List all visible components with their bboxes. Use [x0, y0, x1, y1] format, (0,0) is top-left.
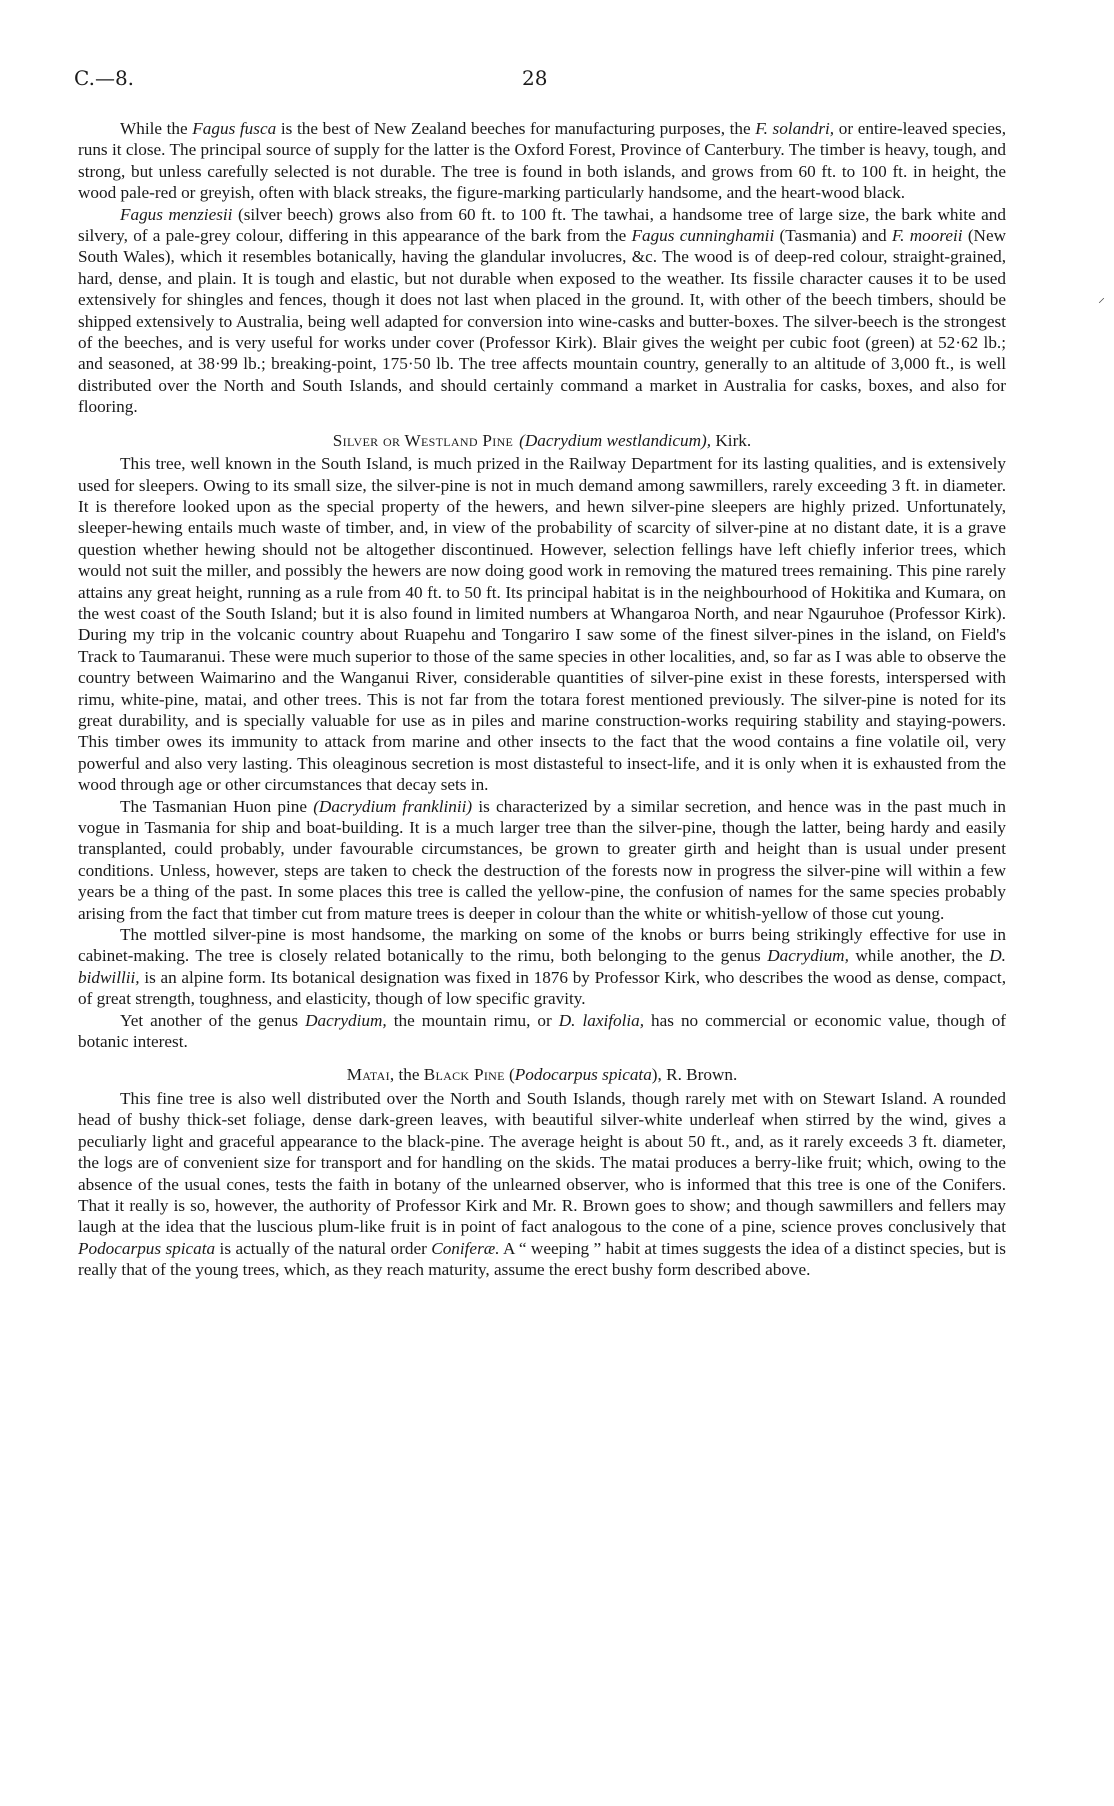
heading-text: (	[504, 1065, 515, 1085]
text-run: While the	[120, 119, 193, 138]
paragraph-fagus-menziesii	[78, 204, 1006, 418]
text-run: (New South Wales), which it resembles botanically, having the glandular involucres, &c. The wood is of deep-red colour, straight-grained, hard, dense, and plain. It is tough and elastic, but not durable when exposed to the weather. Its fissile character causes it to be used extensively for shingles and fences, though it does not last when placed in the ground. It, with other of the beech timbers, should be shipped extensively to Australia, being well adapted for conversion into wine-casks and butter-boxes. The silver-beech is the strongest of the beeches, and is very useful for works under cover (Professor Kirk). Blair gives the weight per cubic foot (green) at 52·62 lb.; and seasoned, at 38·99 lb.; breaking-point, 175·50 lb. The tree affects mountain country, generally to an altitude of 3,000 ft., is well distributed over the North and South Islands, and should certainly command a market in Australia for casks, boxes, and also for flooring.	[78, 226, 1006, 417]
italic-run: F. solandri,	[755, 119, 835, 138]
page-number: 28	[522, 66, 548, 90]
text-run: is the best of New Zealand beeches for manufacturing purposes, the	[276, 119, 756, 138]
italic-run: Dacrydium,	[767, 946, 849, 966]
italic-run: Podocarpus spicata	[78, 1238, 216, 1258]
section-heading-matai	[78, 1064, 1006, 1085]
text-run: A “ weeping ” habit at times suggests the idea of a distinct species, but is really that of the young trees, which, as they reach maturity, assume the erect bushy form described above.	[78, 1238, 1006, 1280]
heading-italic: Podocarpus spicata	[514, 1065, 652, 1085]
text-run: is characterized by a similar secretion, and hence was in the past much in vogue in Tasmania for ship and boat-building. It is a much larger tree than the silver-pine, though the latter, being hardy and easily transplanted, could probably, under favourable circumstances, be grown to greater girth and height than is usual under present conditions. Unless, however, steps are taken to check the destruction of the forests now in progress the silver-pine will within a few years be a thing of the past. In some places this tree is called the yellow-pine, the confusion of names for the same species probably arising from the fact that timber cut from mature trees is deeper in colour than the white or whitish-yellow of those cut young.	[78, 796, 1007, 923]
italic-run: F. mooreii	[891, 226, 963, 246]
text-run: the mountain rimu, or	[386, 1010, 559, 1030]
italic-run: Fagus menziesii	[120, 204, 233, 224]
text-run: Yet another of the genus	[120, 1010, 306, 1030]
text-run: The Tasmanian Huon pine	[120, 796, 314, 816]
text-run: or entire-leaved species, runs it close. The principal source of supply for the latter is the Oxford Forest, Province of Canterbury. The timber is heavy, tough, and strong, but unless carefully selected is not durable. The tree is found in both islands, and grows from 60 ft. to 100 ft. in height, the wood pale-red or greyish, often with black streaks, the figure-marking particularly handsome, and the heart-wood black.	[78, 119, 1006, 203]
italic-run: Fagus cunninghamii	[631, 226, 775, 246]
text-run: (Tasmania) and	[774, 226, 892, 246]
heading-smallcaps: Silver or Westland Pine	[332, 430, 514, 450]
paragraph-huon-pine	[78, 796, 1006, 924]
section-heading-silver-pine	[78, 430, 1006, 451]
text-run: is an alpine form. Its botanical designation was fixed in 1876 by Professor Kirk, who describes the wood as dense, compact, of great strength, toughness, and elasticity, though of low specific gravity.	[78, 967, 1006, 1009]
italic-run: D. laxifolia,	[558, 1010, 645, 1030]
heading-text: , the	[389, 1065, 424, 1085]
document-body	[78, 118, 1006, 1281]
heading-text: ), R. Brown.	[651, 1065, 738, 1085]
paragraph-mountain-rimu	[78, 1010, 1006, 1053]
text-run: This fine tree is also well distributed over the North and South Islands, though rarely met with on Stewart Island. A rounded head of bushy thick-set foliage, dense dark-green leaves, with beautiful silver-white underleaf when stirred by the wind, gives a peculiarly light and graceful appearance to the black-pine. The average height is about 50 ft., and, as it rarely exceeds 3 ft. diameter, the logs are of convenient size for transport and for handling on the skids. The matai produces a berry-like fruit; which, owing to the absence of the usual cones, tests the faith in botany of the unlearned observer, who is informed that this tree is one of the Conifers. That it really is so, however, the authority of Professor Kirk and Mr. R. Brown goes to show; and though sawmillers and fellers may laugh at the idea that the luscious plum-like fruit is in point of fact analogous to the cone of a pine, science proves conclusively that	[78, 1088, 1006, 1237]
heading-smallcaps: Matai	[346, 1065, 390, 1085]
heading-italic: (Dacrydium westlandicum),	[519, 430, 712, 450]
italic-run: (Dacrydium franklinii)	[313, 796, 473, 816]
text-run: The mottled silver-pine is most handsome, the marking on some of the knobs or burrs being strikingly effective for use in cabinet-making. The tree is closely related botanically to the rimu, both belonging to the genus	[78, 925, 1006, 966]
page-header	[74, 66, 994, 96]
italic-run: D. bidwillii,	[78, 946, 1006, 987]
text-run: (silver beech) grows also from 60 ft. to 100 ft. The tawhai, a handsome tree of large size, the bark white and silvery, of a pale-grey colour, differing in this appearance of the bark from the	[78, 204, 1006, 246]
paragraph-fagus-fusca	[78, 118, 1006, 204]
italic-run: Dacrydium,	[305, 1010, 387, 1030]
text-run: has no commercial or economic value, though of botanic interest.	[78, 1010, 1007, 1052]
heading-text: Kirk.	[711, 430, 752, 450]
italic-run: Coniferæ.	[431, 1238, 500, 1258]
heading-smallcaps: Black Pine	[423, 1065, 505, 1085]
paragraph-matai	[78, 1088, 1006, 1281]
document-reference: C.—8.	[74, 66, 135, 90]
paragraph-mottled-silver-pine	[78, 924, 1006, 1010]
paragraph-silver-pine: This tree, well known in the South Island, is much prized in the Railway Department for its lasting qualities, and is extensively used for sleepers. Owing to its small size, the silver-pine is not in much demand among sawmillers, rarely exceeding 3 ft. in diameter. It is therefore looked upon as the special property of the hewers, and hewn silver-pine sleepers are highly prized. Unfortunately, sleeper-hewing entails much waste of timber, and, in view of the probability of scarcity of silver-pine at no distant date, it is a grave question whether hewing should not be altogether discontinued. However, selection fellings have left chiefly inferior trees, which would not suit the miller, and possibly the hewers are now doing good work in removing the matured trees remaining. This pine rarely attains any great height, running as a rule from 40 ft. to 50 ft. Its principal habitat is in the neighbourhood of Hokitika and Kumara, on the west coast of the South Island; but it is also found in limited numbers at Whangaroa North, and near Ngauruhoe (Professor Kirk). During my trip in the volcanic country about Ruapehu and Tongariro I saw some of the finest silver-pines in the island, on Field's Track to Taumaranui. These were much superior to those of the same species in other localities, and, so far as I was able to observe the country between Waimarino and the Wanganui River, considerable quantities of silver-pine exist in these forests, interspersed with rimu, white-pine, matai, and other trees. This is not far from the totara forest mentioned previously. The silver-pine is noted for its great durability, and is specially valuable for use as in piles and marine construction-works requiring stability and staying-powers. This timber owes its immunity to attack from marine and other insects to the fact that the wood contains a fine volatile oil, very powerful and also very lasting. This oleaginous secretion is most distasteful to insect-life, and it is only when it is exhausted from the wood through age or other circumstances that decay sets in.	[78, 454, 1006, 795]
italic-run: Fagus fusca	[192, 119, 277, 138]
text-run: is actually of the natural order	[215, 1238, 432, 1258]
margin-mark: ⸝	[1098, 290, 1105, 306]
text-run: while another, the	[848, 946, 990, 966]
